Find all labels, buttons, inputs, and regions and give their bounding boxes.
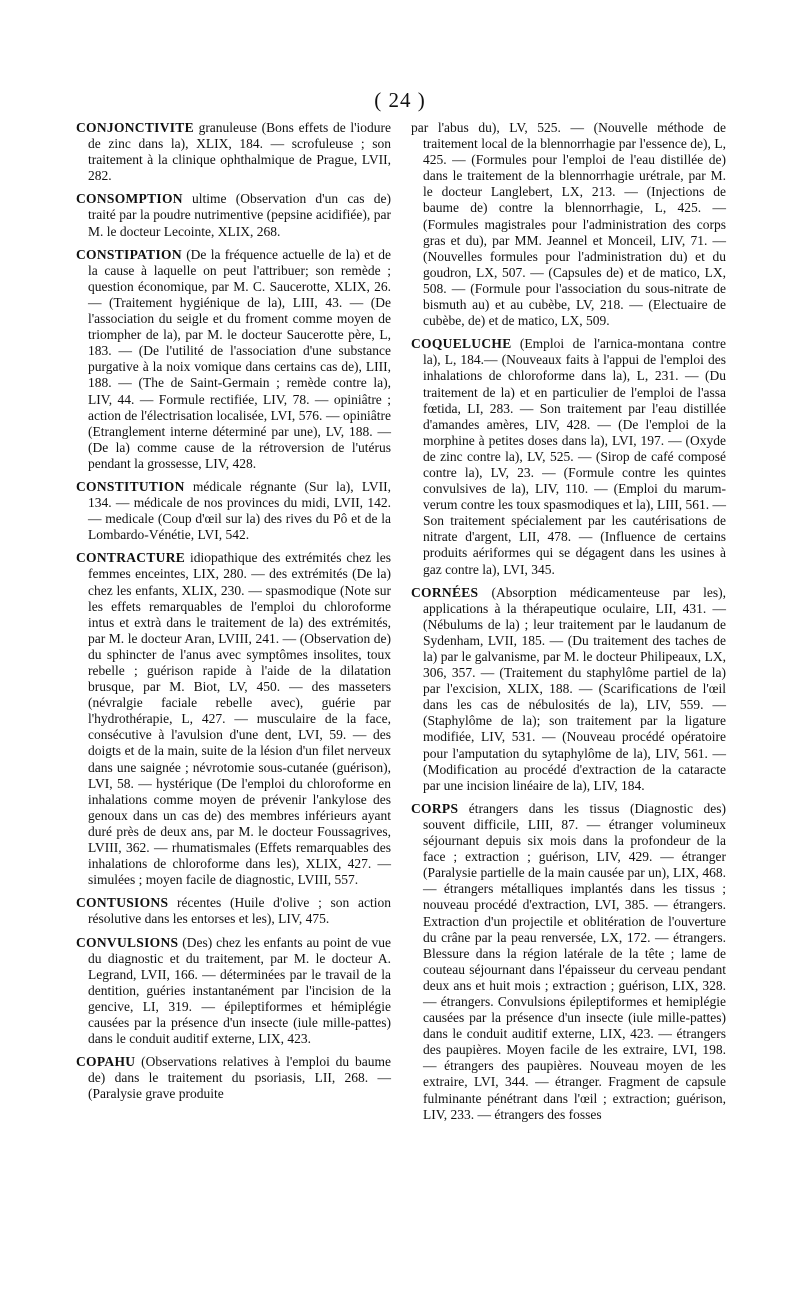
entry-heading: COPAHU (76, 1054, 136, 1070)
entry-text: (Observations relatives à l'emploi du baume de) dans le traitement du psoriasis, LII, 268. — (Paralysie grave produite (88, 1054, 392, 1102)
index-entry (76, 935, 391, 1048)
entry-heading: CONTUSIONS (76, 895, 169, 911)
page-number: ( 24 ) (374, 88, 426, 112)
two-column-layout (76, 120, 726, 1130)
index-entry (76, 247, 391, 472)
entry-text: par l'abus du), LV, 525. — (Nouvelle méthode de traitement local de la blennorrhagie par l'essence de), L, 425. — (Formules pour l'emploi de l'eau distillée de) dans le traitement de la blennorrhagie urétrale, par M. le docteur Langlebert, LX, 213. — (Injections de baume de) contre la blennorrhagie, L, 425. — (Formules magistrales pour l'administration des corps gras et du), par MM. Jeannel et Monceil, LIV, 71. — (Nouvelles formules pour l'administration du) et du goudron, LX, 507. — (Capsules de) et de matico, LX, 508. — (Formule pour l'association du sous-nitrate de bismuth au) et au cubèbe, LV, 218. — (Electuaire de cubèbe, de) et de matico, LX, 509. (411, 120, 726, 329)
entry-heading: CONSOMPTION (76, 191, 183, 207)
entry-heading: CONJONCTIVITE (76, 120, 194, 135)
entry-text: médicale régnante (Sur la), LVII, 134. — médicale de nos provinces du midi, LVII, 142. — medicale (Coup d'œil sur la) des rives du Pô et de la Lombardo-Vénétie, LVI, 542. (88, 478, 391, 543)
entry-text: granuleuse (Bons effets de l'iodure de zinc dans la), XLIX, 184. — scrofuleuse ; son traitement à la clinique ophthalmique de Prague, LVII, 282. (88, 120, 391, 184)
entry-text: idiopathique des extrémités chez les femmes enceintes, LIX, 280. — des extrémités (De la) chez les enfants, XLIX, 230. — spasmodique (Note sur les effets remarquables de l'emploi du chloroforme intus et extrà dans le traitement de la) des extrémités, par M. le docteur Aran, LVIII, 241. — (Observation de) du sphincter de l'anus avec symptômes insolites, toux rebelle ; guérison rapide à l'aide de la dilatation brusque, par M. Biot, LV, 450. — des masseters (névralgie faciale rebelle avec), guérie par l'hydrothérapie, L, 427. — musculaire de la face, consécutive à l'avulsion d'une dent, LVI, 59. — des doigts et de la main, suite de la lésion d'un filet nerveux dans une saignée ; névrotomie sous-cutanée (guérison), LVI, 58. — hystérique (De l'emploi du chloroforme en inhalations comme moyen de prévenir l'ankylose des genoux dans un cas de) des membres inférieurs ayant duré près de deux ans, par M. le docteur Foussagrives, LVIII, 362. — rhumatismales (Effets remarquables des inhalations de chloroforme dans les), XLIX, 427. — simulées ; moyen facile de diagnostic, LVIII, 557. (88, 550, 392, 888)
index-entry (76, 895, 391, 927)
right-column (411, 120, 726, 1130)
index-entry (411, 120, 726, 329)
entry-heading: CONVULSIONS (76, 934, 179, 950)
entry-text: ultime (Observation d'un cas de) traité par la poudre nutrimentive (pepsine acidifiée), par M. le docteur Lecointe, XLIX, 268. (88, 191, 392, 239)
index-entry (411, 585, 726, 794)
entry-heading: CONSTIPATION (76, 246, 182, 262)
index-entry (411, 336, 726, 577)
index-entry (76, 191, 391, 239)
entry-text: (Des) chez les enfants au point de vue du diagnostic et du traitement, par M. le docteur A. Legrand, LVII, 166. — déterminées par le travail de la dentition, guéries instantanément par l'incision de la gencive, LI, 319. — épileptiformes et hémiplégie causées par la présence d'un insecte (iule mille-pattes) dans le conduit auditif externe, LIX, 423. (88, 934, 391, 1047)
entry-text: (De la fréquence actuelle de la) et de la cause à laquelle on peut l'attribuer; son remède ; question économique, par M. C. Saucerotte, XLIX, 26. — (Traitement hygiénique de la), LIII, 43. — (De l'association du seigle et du froment comme moyen de triompher de la), par M. le docteur Saucerotte père, L, 183. — (De l'utilité de l'association d'une substance purgative à la noix vomique dans certains cas de), LIII, 188. — (The de Saint-Germain ; remède contre la), LIV, 44. — Formule rectifiée, LIV, 78. — opiniâtre ; action de l'électrisation localisée, LVI, 576. — opiniâtre (Etranglement interne déterminé par une), LV, 188. — (De la) comme cause de la rétroversion de l'utérus pendant la grossesse, LIV, 428. (88, 246, 391, 471)
index-entry (76, 550, 391, 888)
entry-heading: CORNÉES (411, 584, 479, 600)
entry-text: (Emploi de l'arnica-montana contre la), L, 184.— (Nouveaux faits à l'appui de l'emploi des inhalations de chloroforme dans la), L, 231. — (Du traitement de la) et en particulier de l'emploi de l'assa fœtida, LI, 283. — Son traitement par l'eau distillée d'amandes amères, LIV, 428. — (De l'emploi de la morphine à petites doses dans la), LVI, 197. — (Oxyde de zinc contre la), LV, 525. — (Sirop de café composé contre la), LV, 23. — (Formule contre les quintes convulsives de la), LIV, 110. — (Emploi du marum-verum contre les toux spasmodiques et la), LIII, 561. — Son traitement spécialement par les cautérisations de nitrate d'argent, LII, 478. — (Influence de certains produits aériformes qui se dégagent dans les usines à gaz contre la), LVI, 345. (423, 336, 726, 577)
entry-text: étrangers dans les tissus (Diagnostic des) souvent difficile, LIII, 87. — étranger volumineux séjournant depuis six mois dans la profondeur de la face ; extraction ; guérison, LIV, 429. — étranger (Paralysie partielle de la main causée par un), LIX, 468. — étrangers métalliques implantés dans les tissus ; nouveau procédé d'extraction, LVI, 385. — étrangers. Extraction d'un projectile et oblitération de l'ouverture du crâne par la peau renversée, LX, 172. — étrangers. Blessure dans la région latérale de la tête ; lame de couteau séjournant dans l'épaisseur du cerveau pendant deux ans et huit mois ; extraction ; guérison, LIX, 328. — étrangers. Convulsions épileptiformes et hemiplégie causées par la présence d'un insecte (iule mille-pattes) dans le conduit auditif externe, LIX, 423. — étrangers des paupières. Moyen facile de les extraire, LVI, 198. — étrangers des paupières. Nouveau moyen de les extraire, LVI, 344. — étranger. Fragment de capsule fulminante pénétrant dans l'œil ; extraction; guérison, LIV, 233. — étrangers des fosses (423, 800, 727, 1122)
entry-heading: CORPS (411, 800, 459, 816)
entry-text: récentes (Huile d'olive ; son action résolutive dans les entorses et les), LIV, 475. (88, 895, 392, 927)
index-entry (76, 120, 391, 184)
index-entry (411, 801, 726, 1123)
entry-heading: CONTRACTURE (76, 550, 186, 566)
entry-heading: CONSTITUTION (76, 478, 185, 494)
left-column (76, 120, 391, 1130)
entry-text: (Absorption médicamenteuse par les), applications à la thérapeutique oculaire, LII, 431. — (Nébulums de la) ; leur traitement par le laudanum de Sydenham, LVII, 185. — (Du traitement des taches de la) par le galvanisme, par M. le docteur Philipeaux, LX, 306, 357. — (Traitement du staphylôme partiel de la) par l'excision, XLIX, 188. — (Scarifications de l'œil dans les cas de nébulosités de la), LIV, 559. — (Staphylôme de la); son traitement par la ligature modifiée, LIV, 531. — (Nouveau procédé opératoire pour l'amputation du sytaphylôme de la), LIV, 561. — (Modification au procédé d'extraction de la cataracte par une incision linéaire de la), LIV, 184. (423, 584, 726, 793)
index-entry (76, 479, 391, 543)
entry-heading: COQUELUCHE (411, 336, 512, 352)
index-entry (76, 1054, 391, 1102)
